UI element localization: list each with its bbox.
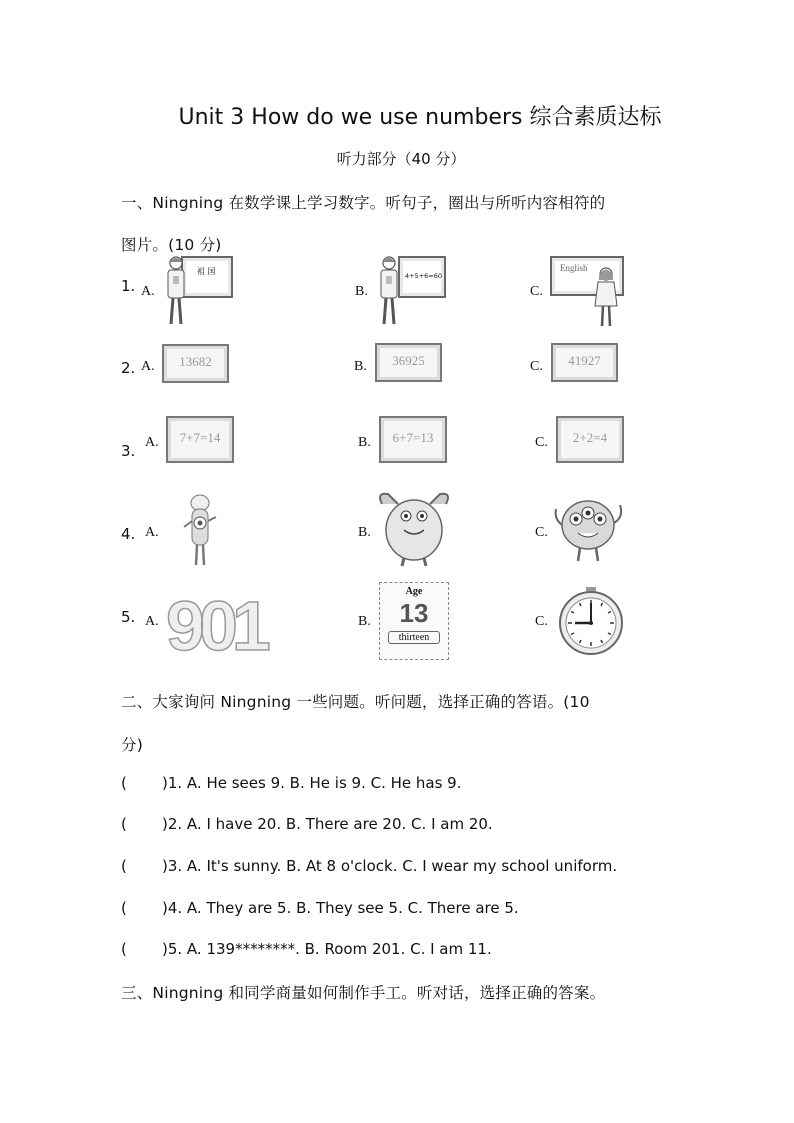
q5-option-a-label: A. [145,614,159,629]
q1-option-b-teacher-picture [376,254,446,328]
q1-c-board-text: English [560,263,588,273]
page-title: Unit 3 How do we use numbers 综合素质达标 [178,105,662,130]
teacher-man-icon [163,254,193,328]
q5-b-card-title: Age [405,586,423,597]
s2-item4-paren: ( [121,899,127,917]
q5-b-card-word: thirteen [388,631,440,644]
section2-heading-line2: 分) [121,736,143,754]
clock-icon [558,587,624,657]
section1-heading-line2: 图片。(10 分) [121,236,222,254]
s2-item2-text: )2. A. I have 20. B. There are 20. C. I am 20. [162,815,493,833]
q5-number: 5. [121,608,136,626]
s2-item2-paren: ( [121,815,127,833]
q3-option-a-equation-card: 7+7=14 [166,416,234,463]
q1-option-c-teacher-picture [550,254,624,328]
q2-option-b-number-card: 36925 [375,343,442,382]
q4-number: 4. [121,525,136,543]
q5-option-b-age-card [379,582,449,660]
s2-item3-paren: ( [121,857,127,875]
q4-option-b-label: B. [358,525,371,540]
q3-option-b-equation-card: 6+7=13 [379,416,447,463]
q5-a-big-number: 901 [166,587,265,665]
three-eyed-monster-icon [554,493,626,565]
s2-item5-paren: ( [121,940,127,958]
q1-b-board-text: 4+5+6=60 [405,272,443,280]
q4-option-c-label: C. [535,525,548,540]
page-subtitle: 听力部分（40 分） [336,150,466,168]
horned-monster-icon [376,490,452,568]
q3-option-c-label: C. [535,435,548,450]
q1-option-b-label: B. [355,284,368,299]
q1-number: 1. [121,277,136,295]
q1-option-a-teacher-picture [163,254,233,328]
one-eyed-monster-icon [182,491,218,569]
q2-option-c-number-card: 41927 [551,343,618,382]
q4-option-a-label: A. [145,525,159,540]
s2-item1-paren: ( [121,774,127,792]
q3-number: 3. [121,442,136,460]
teacher-woman-icon [592,266,620,328]
q5-option-b-label: B. [358,614,371,629]
q2-option-a-label: A. [141,359,155,374]
s2-item1-text: )1. A. He sees 9. B. He is 9. C. He has 9. [162,774,462,792]
q3-option-b-label: B. [358,435,371,450]
section3-heading: 三、Ningning 和同学商量如何制作手工。听对话，选择正确的答案。 [121,984,606,1002]
q1-option-a-label: A. [141,284,155,299]
teacher-man-icon [376,254,406,328]
q2-option-c-label: C. [530,359,543,374]
q1-option-c-label: C. [530,284,543,299]
q1-a-board-text: 祖 国 [197,267,216,276]
q2-option-a-number-card: 13682 [162,344,229,383]
section1-heading-line1: 一、Ningning 在数学课上学习数字。听句子，圈出与所听内容相符的 [121,194,606,212]
q3-option-a-label: A. [145,435,159,450]
q2-option-b-label: B. [354,359,367,374]
q5-option-a-number-graphic [164,586,265,665]
s2-item5-text: )5. A. 139********. B. Room 201. C. I am 11. [162,940,492,958]
section2-heading-line1: 二、大家询问 Ningning 一些问题。听问题，选择正确的答语。(10 [121,693,590,711]
q5-b-card-number: 13 [399,598,429,628]
s2-item3-text: )3. A. It's sunny. B. At 8 o'clock. C. I wear my school uniform. [162,857,618,875]
q2-number: 2. [121,359,136,377]
q3-option-c-equation-card: 2+2=4 [556,416,624,463]
q5-option-c-label: C. [535,614,548,629]
s2-item4-text: )4. A. They are 5. B. They see 5. C. There are 5. [162,899,519,917]
